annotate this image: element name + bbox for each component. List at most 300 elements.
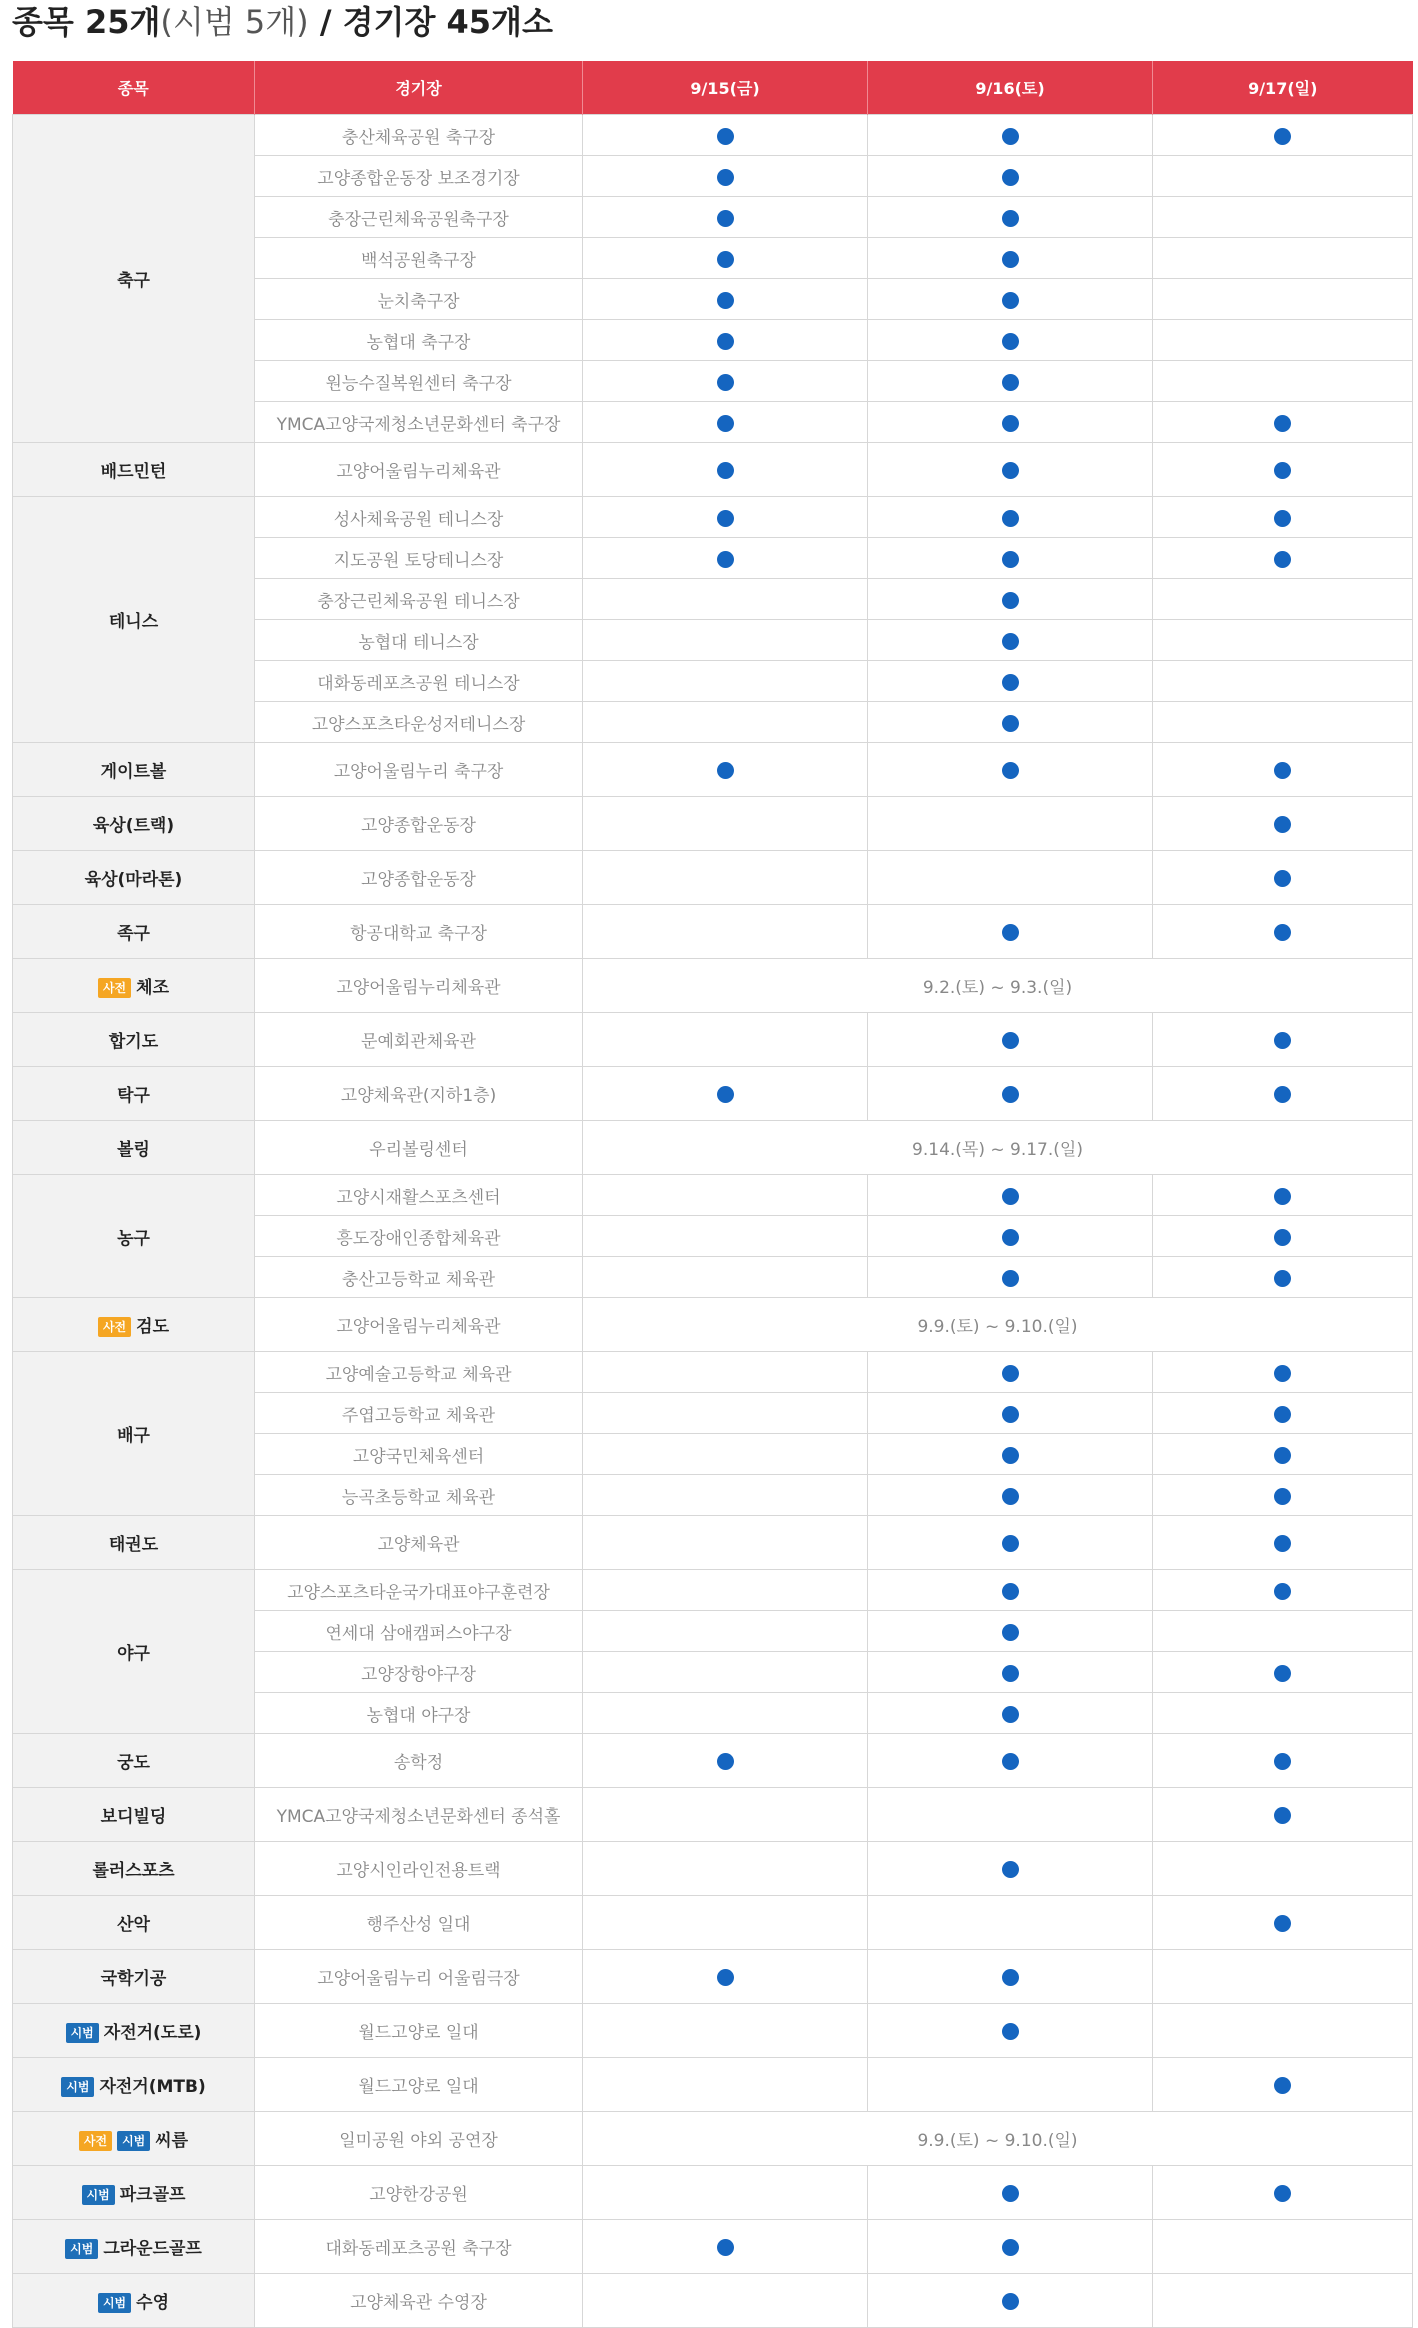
day-cell-3 [1153,797,1413,851]
sport-cell [13,1516,255,1570]
scheduled-dot-icon [1002,1624,1019,1641]
day-cell-2 [868,661,1153,702]
table-row [13,1734,1413,1788]
day-cell-3 [1153,1516,1413,1570]
day-cell-3 [1153,320,1413,361]
day-cell-1 [583,2058,868,2112]
scheduled-dot-icon [1002,633,1019,650]
table-row [13,1842,1413,1896]
venue-name: 성사체육공원 테니스장 [255,497,583,538]
venue-name: 고양어울림누리체육관 [255,1298,583,1352]
venue-name: 충장근린체육공원축구장 [255,197,583,238]
day-cell-2 [868,2166,1153,2220]
day-cell-2 [868,1516,1153,1570]
scheduled-dot-icon [717,251,734,268]
table-row [13,1013,1413,1067]
day-cell-1 [583,1950,868,2004]
scheduled-dot-icon [1002,1188,1019,1205]
day-cell-2 [868,1175,1153,1216]
scheduled-dot-icon [1002,1969,1019,1986]
scheduled-dot-icon [1274,2185,1291,2202]
badge-demo: 시범 [82,2185,115,2205]
scheduled-dot-icon [1274,1488,1291,1505]
scheduled-dot-icon [1274,1915,1291,1932]
venue-name: 고양체육관 [255,1516,583,1570]
scheduled-dot-icon [1002,2293,1019,2310]
sport-cell [13,2112,255,2166]
sport-cell [13,959,255,1013]
scheduled-dot-icon [1002,1706,1019,1723]
day-cell-1 [583,402,868,443]
sport-cell [13,2166,255,2220]
venue-name: 고양한강공원 [255,2166,583,2220]
sport-name: 축구 [117,271,150,291]
table-row [13,1121,1413,1175]
scheduled-dot-icon [717,1086,734,1103]
day-cell-2 [868,1434,1153,1475]
day-cell-3 [1153,1693,1413,1734]
sport-name: 테니스 [108,612,159,632]
day-cell-1 [583,1611,868,1652]
scheduled-dot-icon [1274,2077,1291,2094]
day-cell-2 [868,1393,1153,1434]
day-cell-1 [583,197,868,238]
scheduled-dot-icon [717,1969,734,1986]
day-cell-3 [1153,361,1413,402]
scheduled-dot-icon [1274,816,1291,833]
scheduled-dot-icon [1274,870,1291,887]
sport-name: 족구 [117,924,150,944]
venue-name: 우리볼링센터 [255,1121,583,1175]
table-row [13,851,1413,905]
sport-cell [13,2220,255,2274]
day-cell-1 [583,1652,868,1693]
scheduled-dot-icon [717,128,734,145]
scheduled-dot-icon [1274,1188,1291,1205]
table-row [13,2004,1413,2058]
venue-name: 충산고등학교 체육관 [255,1257,583,1298]
table-row [13,115,1413,156]
day-cell-3 [1153,2166,1413,2220]
day-cell-1 [583,1175,868,1216]
scheduled-dot-icon [1002,1535,1019,1552]
day-cell-2 [868,1257,1153,1298]
sport-cell [13,1950,255,2004]
day-cell-2 [868,361,1153,402]
badge-pre: 사전 [98,1317,131,1337]
header-day-3: 9/17(일) [1153,61,1413,115]
day-cell-2 [868,1734,1153,1788]
date-range: 9.9.(토) ~ 9.10.(일) [583,1298,1413,1352]
day-cell-3 [1153,1896,1413,1950]
sport-name: 국학기공 [100,1969,167,1989]
table-row [13,1516,1413,1570]
day-cell-2 [868,620,1153,661]
date-range: 9.14.(목) ~ 9.17.(일) [583,1121,1413,1175]
day-cell-3 [1153,1570,1413,1611]
table-row [13,1896,1413,1950]
day-cell-1 [583,443,868,497]
table-row [13,497,1413,538]
day-cell-3 [1153,905,1413,959]
sport-name: 씨름 [155,2131,189,2151]
day-cell-3 [1153,702,1413,743]
day-cell-1 [583,851,868,905]
day-cell-2 [868,115,1153,156]
scheduled-dot-icon [717,762,734,779]
venue-name: 문예회관체육관 [255,1013,583,1067]
sport-cell [13,1067,255,1121]
scheduled-dot-icon [1002,674,1019,691]
table-row [13,2220,1413,2274]
day-cell-3 [1153,1734,1413,1788]
venue-name: 송학정 [255,1734,583,1788]
scheduled-dot-icon [1002,169,1019,186]
day-cell-3 [1153,1067,1413,1121]
day-cell-1 [583,497,868,538]
day-cell-2 [868,497,1153,538]
badge-demo: 시범 [65,2239,98,2259]
table-row [13,443,1413,497]
venue-name: 눈치축구장 [255,279,583,320]
schedule-table [12,61,1413,2328]
venue-name: 고양체육관(지하1층) [255,1067,583,1121]
sport-name: 농구 [117,1228,150,1249]
day-cell-1 [583,1352,868,1393]
day-cell-1 [583,797,868,851]
day-cell-3 [1153,402,1413,443]
sport-name: 산악 [117,1915,150,1935]
day-cell-2 [868,579,1153,620]
scheduled-dot-icon [1002,1753,1019,1770]
scheduled-dot-icon [717,374,734,391]
scheduled-dot-icon [1002,2185,1019,2202]
scheduled-dot-icon [1274,1807,1291,1824]
day-cell-3 [1153,1611,1413,1652]
sport-name: 파크골프 [119,2185,186,2205]
day-cell-3 [1153,743,1413,797]
sport-name: 자전거(MTB) [99,2077,206,2097]
scheduled-dot-icon [1274,462,1291,479]
day-cell-3 [1153,2274,1413,2328]
sport-name: 탁구 [117,1086,150,1106]
sport-name: 롤러스포츠 [92,1861,175,1881]
scheduled-dot-icon [1002,551,1019,568]
venue-name: 고양어울림누리체육관 [255,443,583,497]
sport-cell [13,905,255,959]
day-cell-3 [1153,443,1413,497]
day-cell-2 [868,1652,1153,1693]
venue-name: 고양체육관 수영장 [255,2274,583,2328]
venue-name: 고양종합운동장 [255,797,583,851]
scheduled-dot-icon [1274,1229,1291,1246]
scheduled-dot-icon [1002,1270,1019,1287]
day-cell-2 [868,156,1153,197]
venue-name: 지도공원 토당테니스장 [255,538,583,579]
sport-name: 그라운드골프 [103,2239,202,2259]
day-cell-1 [583,702,868,743]
scheduled-dot-icon [1002,2239,1019,2256]
day-cell-1 [583,1434,868,1475]
table-row [13,1950,1413,2004]
sport-cell [13,443,255,497]
scheduled-dot-icon [1002,251,1019,268]
day-cell-3 [1153,1434,1413,1475]
venue-name: 고양어울림누리 축구장 [255,743,583,797]
day-cell-2 [868,1570,1153,1611]
day-cell-1 [583,1393,868,1434]
venue-name: 충장근린체육공원 테니스장 [255,579,583,620]
day-cell-1 [583,1067,868,1121]
sport-cell [13,1842,255,1896]
venue-name: YMCA고양국제청소년문화센터 종석홀 [255,1788,583,1842]
scheduled-dot-icon [1274,415,1291,432]
schedule-body [13,115,1413,2328]
day-cell-2 [868,538,1153,579]
sport-name: 수영 [136,2293,170,2313]
table-row [13,1570,1413,1611]
scheduled-dot-icon [1274,1365,1291,1382]
day-cell-2 [868,743,1153,797]
title-count: 종목 25개 [12,3,161,41]
scheduled-dot-icon [1274,1753,1291,1770]
header-row [13,61,1413,115]
scheduled-dot-icon [717,462,734,479]
day-cell-3 [1153,1475,1413,1516]
day-cell-1 [583,661,868,702]
venue-name: 충산체육공원 축구장 [255,115,583,156]
day-cell-3 [1153,238,1413,279]
day-cell-1 [583,1842,868,1896]
venue-name: 일미공원 야외 공연장 [255,2112,583,2166]
day-cell-2 [868,2220,1153,2274]
scheduled-dot-icon [1002,2023,1019,2040]
sport-cell [13,115,255,443]
sport-name: 볼링 [117,1140,150,1160]
venue-name: 행주산성 일대 [255,1896,583,1950]
badge-pre: 사전 [79,2131,112,2151]
scheduled-dot-icon [1274,1535,1291,1552]
day-cell-3 [1153,115,1413,156]
day-cell-1 [583,2166,868,2220]
day-cell-3 [1153,1842,1413,1896]
venue-name: 대화동레포츠공원 축구장 [255,2220,583,2274]
scheduled-dot-icon [1002,1406,1019,1423]
scheduled-dot-icon [1002,1861,1019,1878]
sport-cell [13,1896,255,1950]
badge-demo: 시범 [66,2023,99,2043]
venue-name: 항공대학교 축구장 [255,905,583,959]
scheduled-dot-icon [1274,762,1291,779]
day-cell-3 [1153,579,1413,620]
page-title [12,2,553,42]
sport-cell [13,2274,255,2328]
scheduled-dot-icon [1274,1665,1291,1682]
day-cell-3 [1153,2004,1413,2058]
day-cell-2 [868,238,1153,279]
day-cell-2 [868,1611,1153,1652]
venue-name: 고양예술고등학교 체육관 [255,1352,583,1393]
day-cell-3 [1153,1013,1413,1067]
scheduled-dot-icon [1274,128,1291,145]
venue-name: 고양스포츠타운성저테니스장 [255,702,583,743]
scheduled-dot-icon [1274,1583,1291,1600]
scheduled-dot-icon [1002,415,1019,432]
venue-name: 고양스포츠타운국가대표야구훈련장 [255,1570,583,1611]
table-row [13,2166,1413,2220]
table-row [13,1067,1413,1121]
sport-name: 체조 [136,978,170,998]
table-row [13,1788,1413,1842]
date-range: 9.9.(토) ~ 9.10.(일) [583,2112,1413,2166]
day-cell-3 [1153,197,1413,238]
venue-name: 월드고양로 일대 [255,2058,583,2112]
day-cell-1 [583,115,868,156]
day-cell-1 [583,1896,868,1950]
day-cell-3 [1153,1257,1413,1298]
venue-name: 농협대 축구장 [255,320,583,361]
day-cell-2 [868,1216,1153,1257]
scheduled-dot-icon [1002,510,1019,527]
scheduled-dot-icon [1002,374,1019,391]
day-cell-1 [583,361,868,402]
day-cell-3 [1153,1393,1413,1434]
day-cell-2 [868,1352,1153,1393]
scheduled-dot-icon [1002,1583,1019,1600]
scheduled-dot-icon [1002,924,1019,941]
venue-name: 고양국민체육센터 [255,1434,583,1475]
day-cell-3 [1153,851,1413,905]
day-cell-3 [1153,279,1413,320]
day-cell-3 [1153,620,1413,661]
scheduled-dot-icon [1002,1086,1019,1103]
scheduled-dot-icon [1002,1032,1019,1049]
venue-name: YMCA고양국제청소년문화센터 축구장 [255,402,583,443]
table-row [13,1352,1413,1393]
sport-cell [13,1175,255,1298]
scheduled-dot-icon [1274,1270,1291,1287]
day-cell-3 [1153,1652,1413,1693]
venue-name: 고양종합운동장 보조경기장 [255,156,583,197]
badge-demo: 시범 [61,2077,94,2097]
day-cell-1 [583,320,868,361]
day-cell-1 [583,156,868,197]
venue-name: 고양장항야구장 [255,1652,583,1693]
day-cell-2 [868,1896,1153,1950]
venue-name: 연세대 삼애캠퍼스야구장 [255,1611,583,1652]
sport-cell [13,743,255,797]
scheduled-dot-icon [1274,1406,1291,1423]
venue-name: 고양시재활스포츠센터 [255,1175,583,1216]
venue-name: 농협대 야구장 [255,1693,583,1734]
sport-cell [13,1298,255,1352]
table-row [13,959,1413,1013]
day-cell-2 [868,197,1153,238]
sport-cell [13,1352,255,1516]
sport-name: 육상(트랙) [92,816,175,836]
table-row [13,905,1413,959]
scheduled-dot-icon [1002,333,1019,350]
sport-cell [13,1013,255,1067]
scheduled-dot-icon [1002,292,1019,309]
sport-cell [13,1570,255,1734]
day-cell-2 [868,1067,1153,1121]
table-row [13,1175,1413,1216]
day-cell-3 [1153,1216,1413,1257]
day-cell-1 [583,1216,868,1257]
scheduled-dot-icon [1274,510,1291,527]
header-day-1: 9/15(금) [583,61,868,115]
scheduled-dot-icon [717,510,734,527]
date-range: 9.2.(토) ~ 9.3.(일) [583,959,1413,1013]
day-cell-2 [868,320,1153,361]
sport-cell [13,2058,255,2112]
venue-name: 고양어울림누리 어울림극장 [255,1950,583,2004]
day-cell-2 [868,2274,1153,2328]
header-venue: 경기장 [255,61,583,115]
day-cell-3 [1153,156,1413,197]
sport-cell [13,797,255,851]
table-row [13,2274,1413,2328]
scheduled-dot-icon [1274,1032,1291,1049]
venue-name: 원능수질복원센터 축구장 [255,361,583,402]
day-cell-1 [583,1516,868,1570]
scheduled-dot-icon [1002,462,1019,479]
sport-cell [13,2004,255,2058]
sport-name: 보디빌딩 [100,1807,167,1827]
scheduled-dot-icon [1002,715,1019,732]
day-cell-2 [868,1693,1153,1734]
day-cell-1 [583,2004,868,2058]
day-cell-2 [868,2058,1153,2112]
scheduled-dot-icon [717,551,734,568]
venue-name: 고양어울림누리체육관 [255,959,583,1013]
scheduled-dot-icon [717,1753,734,1770]
scheduled-dot-icon [1274,1086,1291,1103]
day-cell-1 [583,1475,868,1516]
day-cell-1 [583,238,868,279]
day-cell-3 [1153,661,1413,702]
badge-demo: 시범 [98,2293,131,2313]
title-demo-count: (시범 5개) [160,3,309,41]
venue-name: 흥도장애인종합체육관 [255,1216,583,1257]
day-cell-3 [1153,2220,1413,2274]
sport-name: 게이트볼 [100,762,167,782]
day-cell-3 [1153,2058,1413,2112]
title-venue-count: / 경기장 45개소 [308,3,553,41]
day-cell-1 [583,1570,868,1611]
scheduled-dot-icon [717,210,734,227]
day-cell-1 [583,1788,868,1842]
day-cell-1 [583,905,868,959]
scheduled-dot-icon [1002,210,1019,227]
venue-name: 월드고양로 일대 [255,2004,583,2058]
day-cell-1 [583,2220,868,2274]
day-cell-1 [583,620,868,661]
day-cell-1 [583,538,868,579]
scheduled-dot-icon [1274,1447,1291,1464]
sport-name: 자전거(도로) [103,2023,202,2043]
header-sport: 종목 [13,61,255,115]
sport-name: 육상(마라톤) [84,870,183,890]
table-row [13,1298,1413,1352]
sport-cell [13,1121,255,1175]
scheduled-dot-icon [1002,1365,1019,1382]
sport-cell [13,497,255,743]
venue-name: 대화동레포츠공원 테니스장 [255,661,583,702]
day-cell-2 [868,851,1153,905]
scheduled-dot-icon [717,415,734,432]
